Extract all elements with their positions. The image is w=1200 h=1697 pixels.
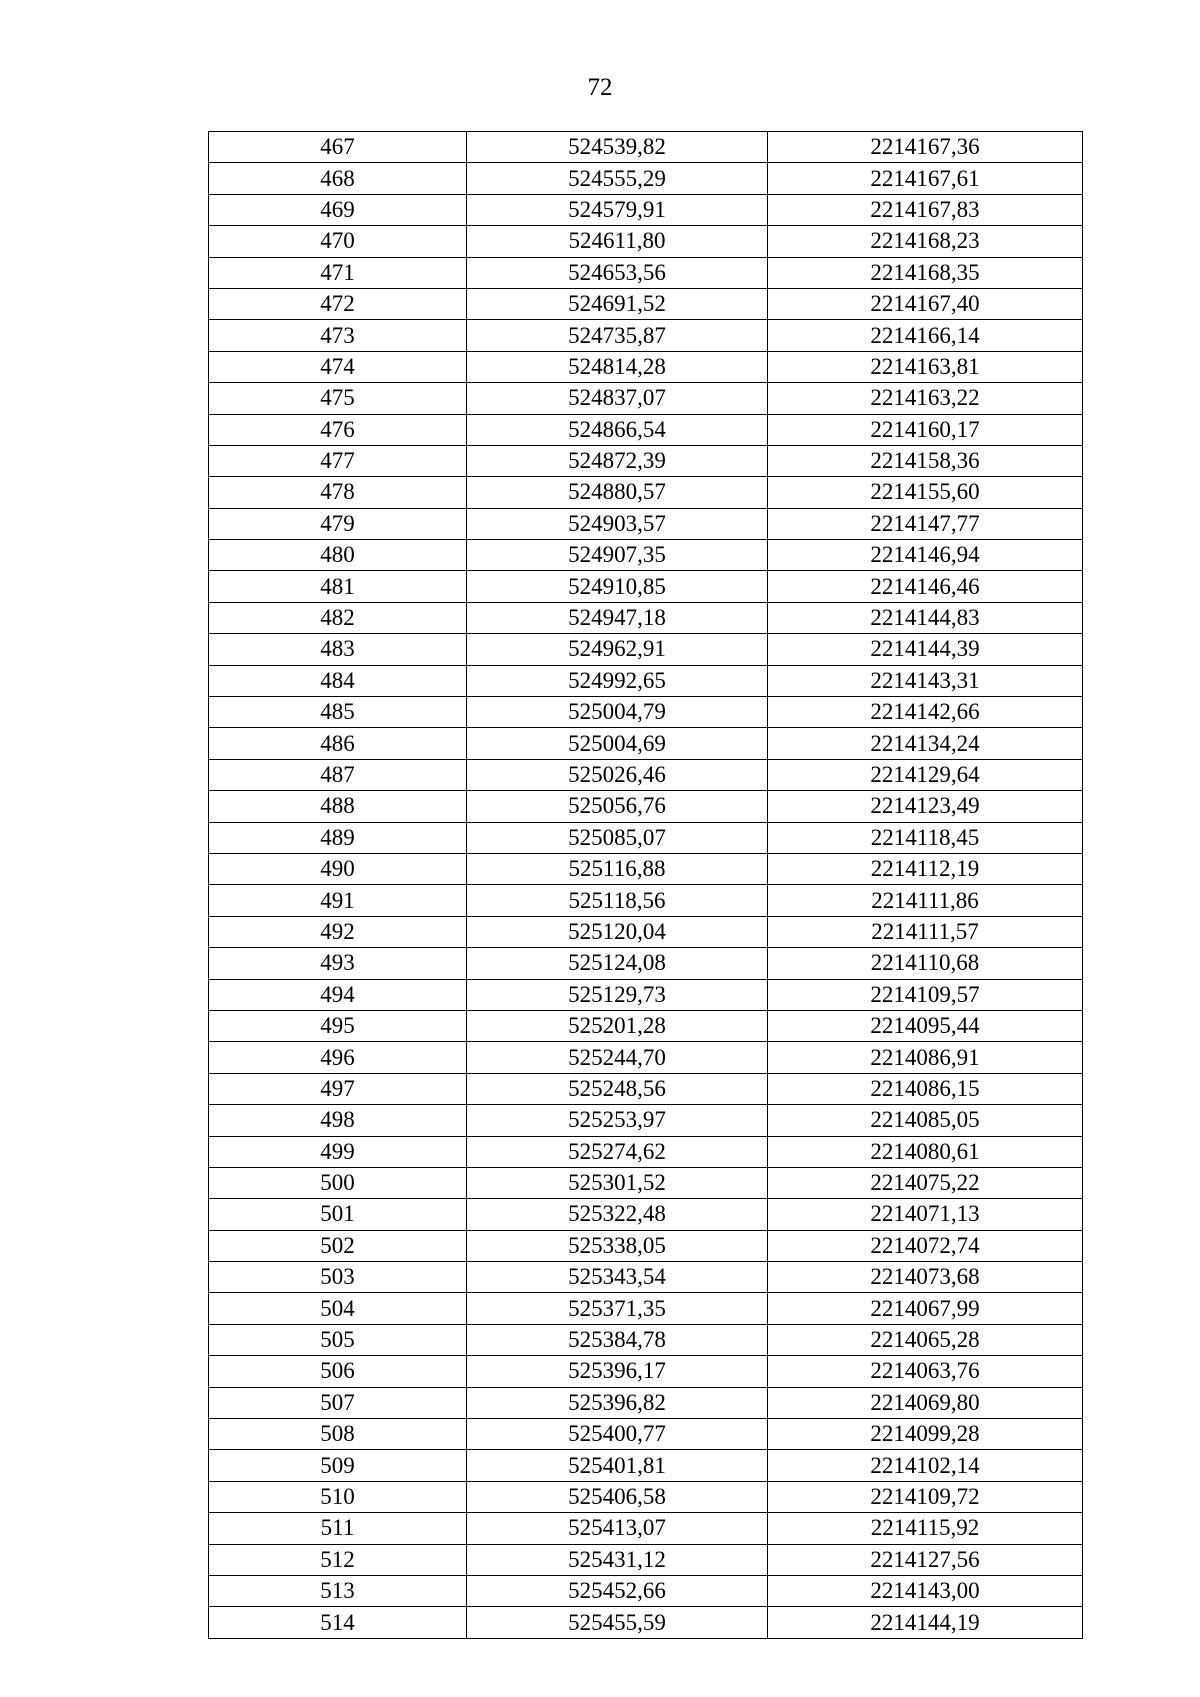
x-coordinate-cell: 524910,85 [467,571,768,602]
y-coordinate-cell: 2214069,80 [768,1387,1083,1418]
table-row [209,383,1083,414]
y-coordinate-cell: 2214160,17 [768,414,1083,445]
x-coordinate-cell: 525201,28 [467,1010,768,1041]
table-row [209,1073,1083,1104]
point-number-cell: 474 [209,351,467,382]
x-coordinate-cell: 524903,57 [467,508,768,539]
point-number-cell: 484 [209,665,467,696]
point-number-cell: 480 [209,540,467,571]
y-coordinate-cell: 2214146,94 [768,540,1083,571]
table-row [209,665,1083,696]
point-number-cell: 514 [209,1607,467,1638]
y-coordinate-cell: 2214163,22 [768,383,1083,414]
y-coordinate-cell: 2214067,99 [768,1293,1083,1324]
x-coordinate-cell: 525396,17 [467,1356,768,1387]
point-number-cell: 503 [209,1262,467,1293]
x-coordinate-cell: 524555,29 [467,163,768,194]
point-number-cell: 512 [209,1544,467,1575]
table-row [209,791,1083,822]
table-row [209,132,1083,163]
point-number-cell: 483 [209,634,467,665]
table-row [209,540,1083,571]
y-coordinate-cell: 2214075,22 [768,1167,1083,1198]
table-row [209,602,1083,633]
point-number-cell: 504 [209,1293,467,1324]
x-coordinate-cell: 524837,07 [467,383,768,414]
table-row [209,1293,1083,1324]
table-row [209,1230,1083,1261]
x-coordinate-cell: 524880,57 [467,477,768,508]
point-number-cell: 494 [209,979,467,1010]
y-coordinate-cell: 2214110,68 [768,948,1083,979]
table-row [209,414,1083,445]
point-number-cell: 481 [209,571,467,602]
point-number-cell: 467 [209,132,467,163]
point-number-cell: 471 [209,257,467,288]
y-coordinate-cell: 2214099,28 [768,1419,1083,1450]
y-coordinate-cell: 2214109,57 [768,979,1083,1010]
table-row [209,163,1083,194]
y-coordinate-cell: 2214073,68 [768,1262,1083,1293]
y-coordinate-cell: 2214109,72 [768,1481,1083,1512]
x-coordinate-cell: 525400,77 [467,1419,768,1450]
point-number-cell: 476 [209,414,467,445]
point-number-cell: 477 [209,445,467,476]
point-number-cell: 496 [209,1042,467,1073]
x-coordinate-cell: 524611,80 [467,226,768,257]
table-row [209,853,1083,884]
point-number-cell: 490 [209,853,467,884]
table-row [209,288,1083,319]
point-number-cell: 497 [209,1073,467,1104]
table-row [209,1167,1083,1198]
y-coordinate-cell: 2214127,56 [768,1544,1083,1575]
table-row [209,1136,1083,1167]
x-coordinate-cell: 525085,07 [467,822,768,853]
x-coordinate-cell: 524962,91 [467,634,768,665]
x-coordinate-cell: 525343,54 [467,1262,768,1293]
x-coordinate-cell: 525120,04 [467,916,768,947]
x-coordinate-cell: 524866,54 [467,414,768,445]
table-row [209,634,1083,665]
point-number-cell: 513 [209,1575,467,1606]
y-coordinate-cell: 2214158,36 [768,445,1083,476]
point-number-cell: 489 [209,822,467,853]
y-coordinate-cell: 2214143,31 [768,665,1083,696]
point-number-cell: 485 [209,697,467,728]
table-row [209,1419,1083,1450]
y-coordinate-cell: 2214163,81 [768,351,1083,382]
table-row [209,1575,1083,1606]
point-number-cell: 482 [209,602,467,633]
y-coordinate-cell: 2214115,92 [768,1513,1083,1544]
point-number-cell: 492 [209,916,467,947]
point-number-cell: 493 [209,948,467,979]
y-coordinate-cell: 2214167,36 [768,132,1083,163]
x-coordinate-cell: 525244,70 [467,1042,768,1073]
table-row [209,759,1083,790]
x-coordinate-cell: 525338,05 [467,1230,768,1261]
table-row [209,1544,1083,1575]
x-coordinate-cell: 525004,79 [467,697,768,728]
table-row [209,508,1083,539]
x-coordinate-cell: 525396,82 [467,1387,768,1418]
x-coordinate-cell: 525056,76 [467,791,768,822]
y-coordinate-cell: 2214146,46 [768,571,1083,602]
y-coordinate-cell: 2214144,39 [768,634,1083,665]
y-coordinate-cell: 2214134,24 [768,728,1083,759]
x-coordinate-cell: 525401,81 [467,1450,768,1481]
point-number-cell: 488 [209,791,467,822]
y-coordinate-cell: 2214142,66 [768,697,1083,728]
y-coordinate-cell: 2214080,61 [768,1136,1083,1167]
page-number: 72 [587,74,613,101]
point-number-cell: 473 [209,320,467,351]
table-row [209,1513,1083,1544]
coordinates-table-body [209,132,1083,1639]
x-coordinate-cell: 525118,56 [467,885,768,916]
x-coordinate-cell: 524653,56 [467,257,768,288]
table-row [209,948,1083,979]
table-row [209,1450,1083,1481]
point-number-cell: 506 [209,1356,467,1387]
x-coordinate-cell: 525406,58 [467,1481,768,1512]
point-number-cell: 495 [209,1010,467,1041]
y-coordinate-cell: 2214143,00 [768,1575,1083,1606]
y-coordinate-cell: 2214155,60 [768,477,1083,508]
point-number-cell: 498 [209,1105,467,1136]
x-coordinate-cell: 525452,66 [467,1575,768,1606]
x-coordinate-cell: 524814,28 [467,351,768,382]
coordinates-table [208,131,1083,1639]
y-coordinate-cell: 2214118,45 [768,822,1083,853]
point-number-cell: 501 [209,1199,467,1230]
point-number-cell: 507 [209,1387,467,1418]
x-coordinate-cell: 524907,35 [467,540,768,571]
point-number-cell: 472 [209,288,467,319]
y-coordinate-cell: 2214129,64 [768,759,1083,790]
table-row [209,1105,1083,1136]
point-number-cell: 500 [209,1167,467,1198]
x-coordinate-cell: 525301,52 [467,1167,768,1198]
y-coordinate-cell: 2214144,83 [768,602,1083,633]
point-number-cell: 499 [209,1136,467,1167]
y-coordinate-cell: 2214111,57 [768,916,1083,947]
y-coordinate-cell: 2214167,83 [768,194,1083,225]
table-row [209,728,1083,759]
table-row [209,320,1083,351]
y-coordinate-cell: 2214102,14 [768,1450,1083,1481]
y-coordinate-cell: 2214063,76 [768,1356,1083,1387]
y-coordinate-cell: 2214167,40 [768,288,1083,319]
y-coordinate-cell: 2214065,28 [768,1324,1083,1355]
table-row [209,1387,1083,1418]
point-number-cell: 469 [209,194,467,225]
x-coordinate-cell: 525124,08 [467,948,768,979]
table-row [209,1356,1083,1387]
x-coordinate-cell: 525371,35 [467,1293,768,1324]
table-row [209,571,1083,602]
point-number-cell: 510 [209,1481,467,1512]
table-row [209,1607,1083,1638]
x-coordinate-cell: 524579,91 [467,194,768,225]
y-coordinate-cell: 2214144,19 [768,1607,1083,1638]
y-coordinate-cell: 2214112,19 [768,853,1083,884]
y-coordinate-cell: 2214086,15 [768,1073,1083,1104]
table-row [209,697,1083,728]
point-number-cell: 491 [209,885,467,916]
x-coordinate-cell: 524947,18 [467,602,768,633]
table-row [209,1481,1083,1512]
point-number-cell: 470 [209,226,467,257]
table-row [209,1324,1083,1355]
x-coordinate-cell: 525004,69 [467,728,768,759]
y-coordinate-cell: 2214111,86 [768,885,1083,916]
table-row [209,822,1083,853]
x-coordinate-cell: 524872,39 [467,445,768,476]
point-number-cell: 479 [209,508,467,539]
x-coordinate-cell: 524992,65 [467,665,768,696]
y-coordinate-cell: 2214168,23 [768,226,1083,257]
x-coordinate-cell: 525274,62 [467,1136,768,1167]
y-coordinate-cell: 2214086,91 [768,1042,1083,1073]
x-coordinate-cell: 525413,07 [467,1513,768,1544]
x-coordinate-cell: 525431,12 [467,1544,768,1575]
y-coordinate-cell: 2214167,61 [768,163,1083,194]
table-row [209,257,1083,288]
y-coordinate-cell: 2214072,74 [768,1230,1083,1261]
x-coordinate-cell: 525322,48 [467,1199,768,1230]
point-number-cell: 487 [209,759,467,790]
y-coordinate-cell: 2214071,13 [768,1199,1083,1230]
table-row [209,226,1083,257]
point-number-cell: 505 [209,1324,467,1355]
y-coordinate-cell: 2214085,05 [768,1105,1083,1136]
y-coordinate-cell: 2214166,14 [768,320,1083,351]
y-coordinate-cell: 2214147,77 [768,508,1083,539]
point-number-cell: 475 [209,383,467,414]
point-number-cell: 508 [209,1419,467,1450]
x-coordinate-cell: 524735,87 [467,320,768,351]
x-coordinate-cell: 525248,56 [467,1073,768,1104]
point-number-cell: 468 [209,163,467,194]
table-row [209,1199,1083,1230]
point-number-cell: 486 [209,728,467,759]
table-row [209,1010,1083,1041]
x-coordinate-cell: 525026,46 [467,759,768,790]
table-row [209,1262,1083,1293]
table-row [209,979,1083,1010]
table-row [209,477,1083,508]
x-coordinate-cell: 524691,52 [467,288,768,319]
table-row [209,916,1083,947]
x-coordinate-cell: 525384,78 [467,1324,768,1355]
x-coordinate-cell: 524539,82 [467,132,768,163]
table-row [209,351,1083,382]
y-coordinate-cell: 2214168,35 [768,257,1083,288]
table-row [209,445,1083,476]
x-coordinate-cell: 525455,59 [467,1607,768,1638]
point-number-cell: 511 [209,1513,467,1544]
point-number-cell: 509 [209,1450,467,1481]
point-number-cell: 478 [209,477,467,508]
x-coordinate-cell: 525116,88 [467,853,768,884]
point-number-cell: 502 [209,1230,467,1261]
table-row [209,885,1083,916]
x-coordinate-cell: 525253,97 [467,1105,768,1136]
y-coordinate-cell: 2214095,44 [768,1010,1083,1041]
table-row [209,1042,1083,1073]
y-coordinate-cell: 2214123,49 [768,791,1083,822]
x-coordinate-cell: 525129,73 [467,979,768,1010]
table-row [209,194,1083,225]
